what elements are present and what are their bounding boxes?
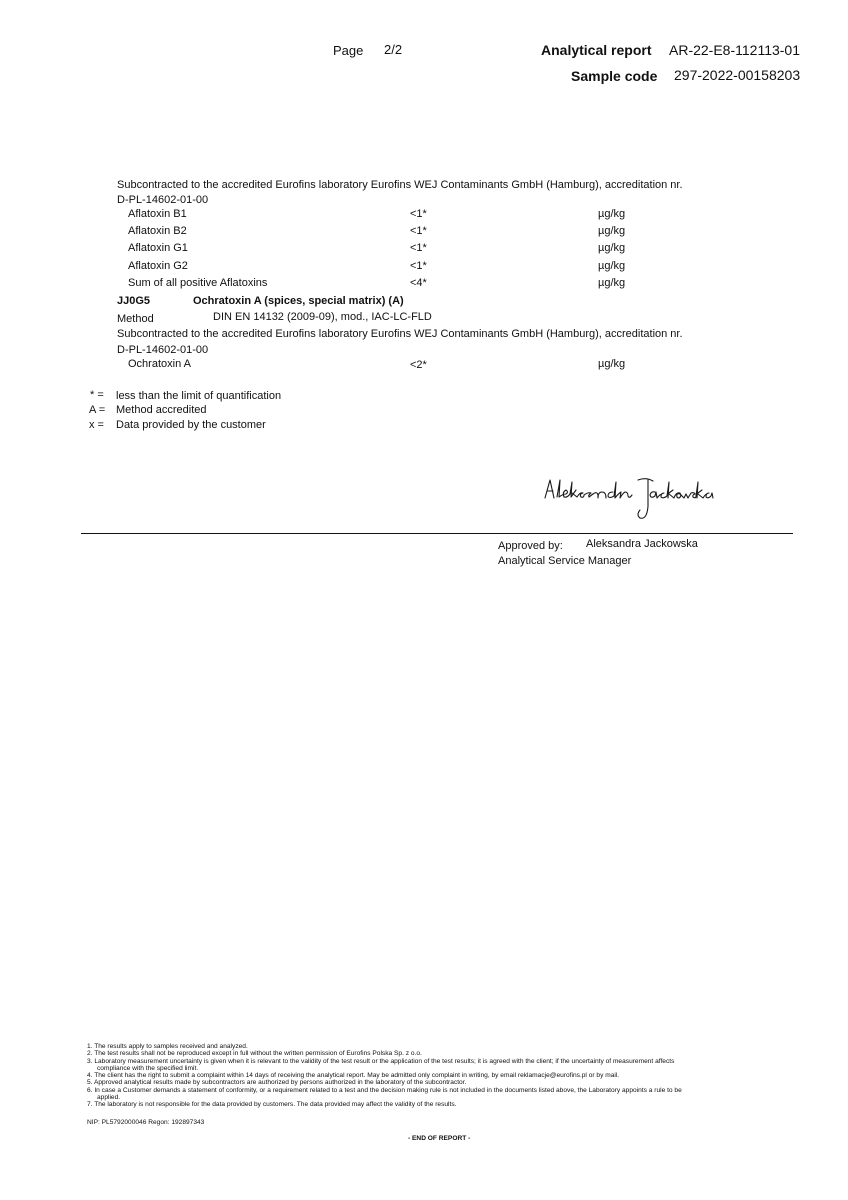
sample-code-label: Sample code — [571, 68, 658, 84]
method-label: Method — [117, 313, 154, 325]
result-value: <1* — [410, 242, 427, 254]
parameter-name: Aflatoxin G1 — [128, 242, 188, 254]
legend-text: less than the limit of quantification — [116, 390, 282, 402]
result-value: <1* — [410, 260, 427, 272]
end-of-report: - END OF REPORT - — [408, 1135, 471, 1142]
parameter-name: Ochratoxin A — [128, 358, 191, 370]
result-unit: µg/kg — [598, 225, 626, 237]
legend-symbol: A = — [89, 404, 106, 416]
result-value: <4* — [410, 277, 427, 289]
result-unit: µg/kg — [598, 242, 626, 254]
parameter-name: Aflatoxin B1 — [128, 208, 187, 220]
parameter-name: Aflatoxin G2 — [128, 260, 188, 272]
approved-by-label: Approved by: — [498, 540, 563, 552]
report-label: Analytical report — [541, 42, 652, 58]
parameter-name: Aflatoxin B2 — [128, 225, 187, 237]
legend-symbol: x = — [89, 419, 104, 431]
result-value: <1* — [410, 208, 427, 220]
footnote: 4. The client has the right to submit a complaint within 14 days of receiving the analytical report. May be admitted only complaint in writing, by email reklamacje@eurofins.pl or by mail. — [87, 1072, 620, 1080]
page-number: 2/2 — [384, 42, 403, 57]
footnote: compliance with the specified limit. — [97, 1064, 199, 1072]
footnote: 2. The test results shall not be reproduced except in full without the written permission of Eurofins Polska Sp. z o.o. — [87, 1050, 422, 1058]
accreditation-number-2: D-PL-14602-01-00 — [117, 344, 209, 356]
approver-role: Analytical Service Manager — [498, 555, 632, 567]
legend-symbol: * = — [90, 389, 104, 401]
result-unit: µg/kg — [598, 358, 626, 370]
result-unit: µg/kg — [598, 260, 626, 272]
signature-divider — [81, 533, 793, 534]
subcontract-note-2: Subcontracted to the accredited Eurofins laboratory Eurofins WEJ Contaminants GmbH (Hamburg), accreditation nr. — [117, 328, 683, 340]
test-code: JJ0G5 — [117, 295, 151, 307]
method-value: DIN EN 14132 (2009-09), mod., IAC-LC-FLD — [213, 311, 432, 323]
footnote: 3. Laboratory measurement uncertainty is given when it is relevant to the validity of the test result or the application of the test results; it is agreed with the client; if the uncertainty of measurement affects — [87, 1057, 675, 1065]
legend-text: Method accredited — [116, 404, 207, 416]
result-unit: µg/kg — [598, 277, 626, 289]
result-value: <1* — [410, 225, 427, 237]
footnote: 6. In case a Customer demands a statement of conformity, or a requirement related to a test and the decision making rule is not included in the documents listed above, the Laboratory appoints a rule to be — [87, 1086, 682, 1094]
page-label: Page — [333, 43, 364, 58]
footnote: 1. The results apply to samples received and analyzed. — [87, 1043, 248, 1050]
test-title: Ochratoxin A (spices, special matrix) (A) — [193, 295, 404, 307]
accreditation-number-1: D-PL-14602-01-00 — [117, 194, 209, 206]
report-number: AR-22-E8-112113-01 — [669, 42, 801, 58]
footnote: applied. — [97, 1094, 121, 1102]
result-value: <2* — [410, 359, 427, 371]
sample-code-value: 297-2022-00158203 — [674, 67, 801, 83]
legend-text: Data provided by the customer — [116, 419, 266, 431]
subcontract-note-1: Subcontracted to the accredited Eurofins laboratory Eurofins WEJ Contaminants GmbH (Hamburg), accreditation nr. — [117, 179, 683, 191]
parameter-name: Sum of all positive Aflatoxins — [128, 277, 268, 289]
footnotes — [87, 1043, 682, 1109]
nip-regon: NIP: PL5792000046 Regon: 192897343 — [87, 1119, 205, 1126]
footnote: 7. The laboratory is not responsible for the data provided by customers. The data provided may affect the validity of the results. — [87, 1101, 457, 1109]
approver-name: Aleksandra Jackowska — [586, 538, 698, 550]
footnote: 5. Approved analytical results made by subcontractors are authorized by persons authorized in the laboratory of the subcontractor. — [87, 1079, 467, 1087]
handwritten-signature — [536, 468, 722, 530]
result-unit: µg/kg — [598, 208, 626, 220]
